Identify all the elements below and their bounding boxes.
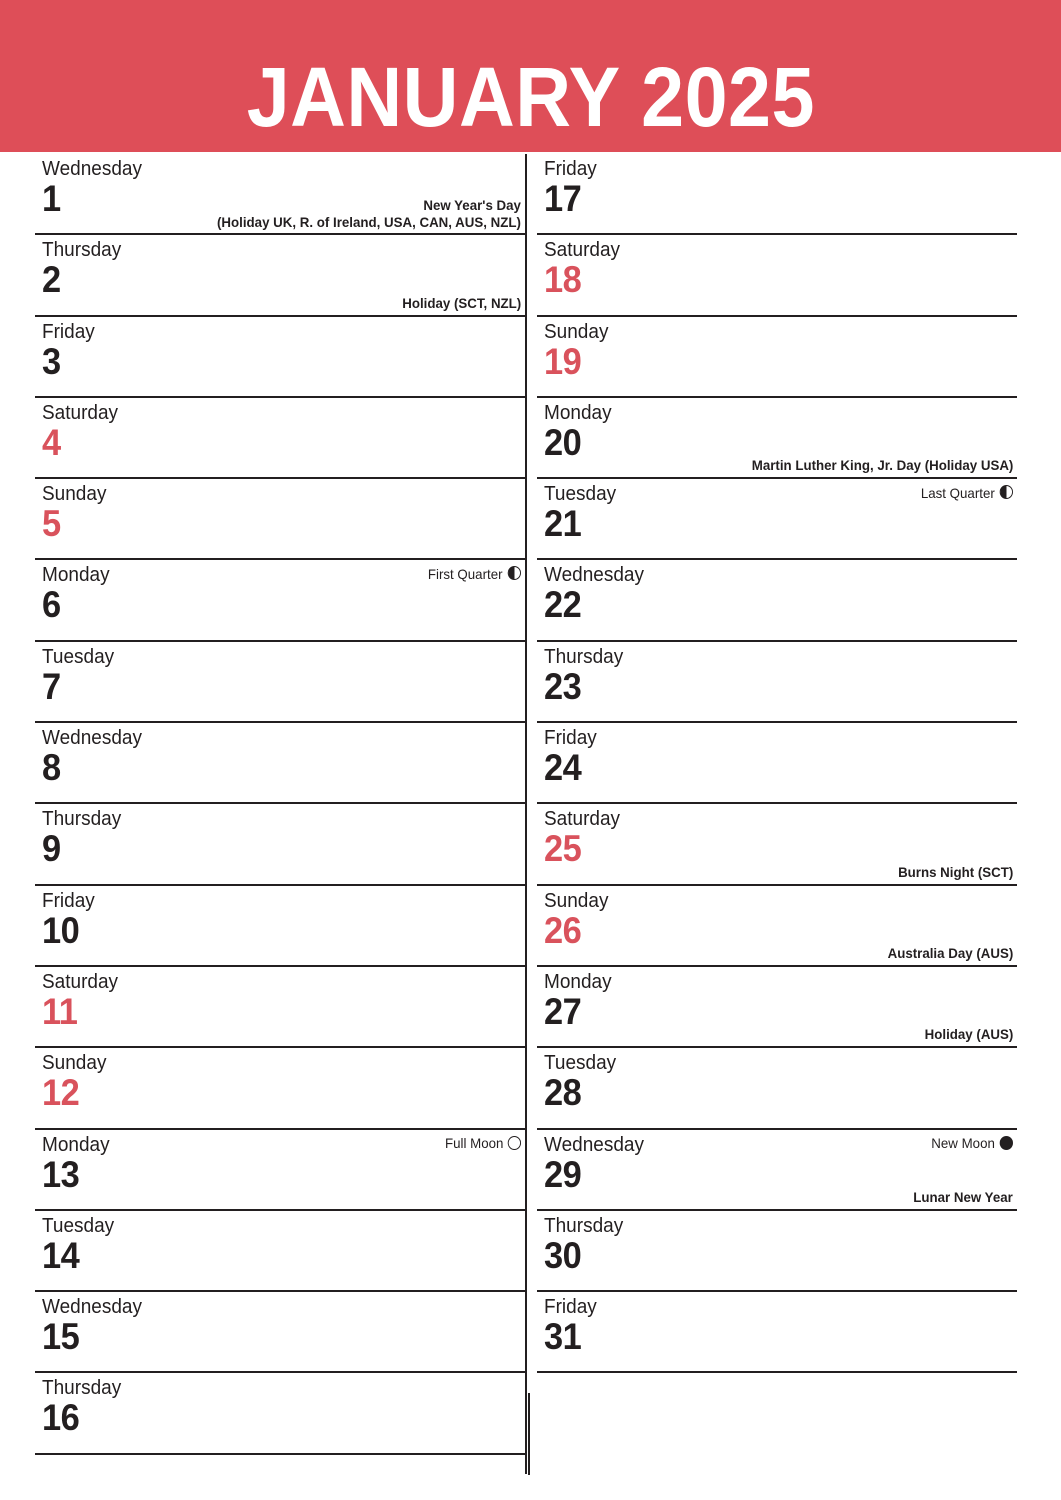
day-row[interactable] <box>35 967 525 1048</box>
day-row[interactable] <box>537 479 1017 560</box>
day-row[interactable] <box>537 642 1017 723</box>
day-row[interactable] <box>537 804 1017 885</box>
column-divider-tail <box>528 1393 530 1475</box>
calendar-column-left <box>35 154 525 1474</box>
day-row[interactable] <box>537 1211 1017 1292</box>
weekday-label: Thursday <box>543 1214 624 1237</box>
weekday-label: Sunday <box>543 889 609 912</box>
day-number: 31 <box>543 1316 582 1358</box>
day-row[interactable] <box>35 398 525 479</box>
weekday-label: Tuesday <box>543 1052 617 1075</box>
day-row[interactable] <box>537 967 1017 1048</box>
day-row[interactable] <box>35 1292 525 1373</box>
day-row[interactable] <box>35 235 525 316</box>
weekday-label: Saturday <box>543 239 621 262</box>
day-row[interactable] <box>537 398 1017 479</box>
holiday-note <box>898 864 1013 881</box>
moon-phase-label: First Quarter <box>428 566 503 583</box>
day-number: 26 <box>543 909 582 951</box>
weekday-label: Saturday <box>42 401 119 424</box>
day-row[interactable] <box>35 1048 525 1129</box>
day-row[interactable] <box>537 886 1017 967</box>
day-row[interactable] <box>35 886 525 967</box>
day-number: 27 <box>543 990 582 1032</box>
day-number: 23 <box>543 665 582 707</box>
weekday-label: Saturday <box>543 808 621 831</box>
day-number: 21 <box>543 503 582 545</box>
day-number: 6 <box>42 584 61 626</box>
day-row[interactable] <box>35 723 525 804</box>
day-number: 18 <box>543 259 582 301</box>
weekday-label: Thursday <box>42 808 122 831</box>
quarter-moon-icon <box>1000 485 1013 499</box>
moon-phase-note <box>921 484 1013 502</box>
moon-phase-label: Last Quarter <box>921 484 995 501</box>
full-moon-icon <box>508 1136 521 1150</box>
day-row-empty[interactable] <box>537 1373 1017 1454</box>
weekday-label: Wednesday <box>42 158 143 180</box>
day-row[interactable] <box>537 1048 1017 1129</box>
weekday-label: Tuesday <box>42 1214 115 1237</box>
day-number: 1 <box>42 178 61 219</box>
holiday-note-line1: Australia Day (AUS) <box>887 945 1013 962</box>
day-row[interactable] <box>35 804 525 885</box>
holiday-note-line1: Burns Night (SCT) <box>897 863 1013 880</box>
weekday-label: Thursday <box>42 1377 122 1400</box>
day-row[interactable] <box>35 560 525 641</box>
holiday-note <box>217 197 521 231</box>
day-number: 17 <box>543 178 582 219</box>
day-row[interactable] <box>35 479 525 560</box>
weekday-label: Monday <box>543 401 612 424</box>
day-row[interactable] <box>537 317 1017 398</box>
day-number: 22 <box>543 584 582 626</box>
moon-phase-label: Full Moon <box>444 1135 503 1152</box>
holiday-note <box>924 1026 1013 1043</box>
day-number: 15 <box>42 1316 80 1358</box>
day-number: 10 <box>42 909 80 951</box>
holiday-note-line1: Holiday (SCT, NZL) <box>402 294 521 311</box>
holiday-note-line1: Holiday (AUS) <box>924 1026 1013 1043</box>
day-row[interactable] <box>35 1211 525 1292</box>
day-number: 24 <box>543 747 582 789</box>
holiday-note <box>913 1189 1013 1206</box>
holiday-note-line1: Martin Luther King, Jr. Day (Holiday USA) <box>751 457 1013 474</box>
weekday-label: Sunday <box>42 483 107 506</box>
weekday-label: Tuesday <box>543 483 617 506</box>
day-row[interactable] <box>35 1373 525 1454</box>
weekday-label: Friday <box>42 320 95 343</box>
day-row[interactable] <box>537 154 1017 235</box>
day-number: 4 <box>42 421 61 463</box>
weekday-label: Wednesday <box>543 564 644 587</box>
moon-phase-note <box>931 1135 1013 1153</box>
holiday-note-line1: New Year's Day <box>423 196 521 213</box>
day-number: 12 <box>42 1072 80 1114</box>
calendar-column-right <box>525 154 1017 1474</box>
day-row[interactable] <box>537 723 1017 804</box>
day-number: 28 <box>543 1072 582 1114</box>
weekday-label: Tuesday <box>42 645 115 668</box>
holiday-note-line1: Lunar New Year <box>913 1189 1013 1206</box>
weekday-label: Monday <box>42 564 110 587</box>
weekday-label: Sunday <box>543 320 609 343</box>
weekday-label: Sunday <box>42 1052 107 1075</box>
weekday-label: Friday <box>543 1296 597 1319</box>
page-title: JANUARY 2025 <box>246 50 815 145</box>
calendar-grid <box>35 154 1017 1474</box>
day-row[interactable] <box>537 1292 1017 1373</box>
day-number: 9 <box>42 828 61 870</box>
weekday-label: Wednesday <box>543 1133 644 1156</box>
moon-phase-note <box>428 565 521 583</box>
day-number: 20 <box>543 421 582 463</box>
weekday-label: Friday <box>543 158 597 180</box>
new-moon-icon <box>1000 1136 1013 1150</box>
day-number: 25 <box>543 828 582 870</box>
weekday-label: Wednesday <box>42 727 143 750</box>
moon-phase-label: New Moon <box>931 1135 995 1152</box>
day-row[interactable] <box>35 642 525 723</box>
day-number: 30 <box>543 1234 582 1276</box>
weekday-label: Monday <box>543 970 612 993</box>
day-number: 19 <box>543 340 582 382</box>
weekday-label: Friday <box>543 727 597 750</box>
weekday-label: Saturday <box>42 970 119 993</box>
weekday-label: Thursday <box>42 239 122 262</box>
day-number: 5 <box>42 503 61 545</box>
day-row[interactable] <box>35 154 525 235</box>
day-number: 8 <box>42 747 61 789</box>
day-number: 13 <box>42 1153 80 1195</box>
weekday-label: Monday <box>42 1133 110 1156</box>
day-number: 29 <box>543 1153 582 1195</box>
quarter-moon-icon <box>508 566 521 580</box>
day-row[interactable] <box>537 235 1017 316</box>
day-number: 14 <box>42 1234 80 1276</box>
day-number: 7 <box>42 665 61 707</box>
day-row[interactable] <box>537 560 1017 641</box>
weekday-label: Friday <box>42 889 95 912</box>
day-number: 2 <box>42 259 61 301</box>
holiday-note <box>887 945 1013 962</box>
month-header <box>0 0 1061 152</box>
holiday-note-line2: (Holiday UK, R. of Ireland, USA, CAN, AUS, NZL) <box>217 213 521 230</box>
weekday-label: Thursday <box>543 645 624 668</box>
day-number: 3 <box>42 340 61 382</box>
holiday-note <box>402 295 521 312</box>
day-number: 11 <box>42 990 78 1032</box>
day-row[interactable] <box>537 1130 1017 1211</box>
moon-phase-note <box>445 1135 521 1153</box>
day-row[interactable] <box>35 1130 525 1211</box>
day-number: 16 <box>42 1397 80 1439</box>
holiday-note <box>751 457 1013 474</box>
weekday-label: Wednesday <box>42 1296 143 1319</box>
day-row[interactable] <box>35 317 525 398</box>
